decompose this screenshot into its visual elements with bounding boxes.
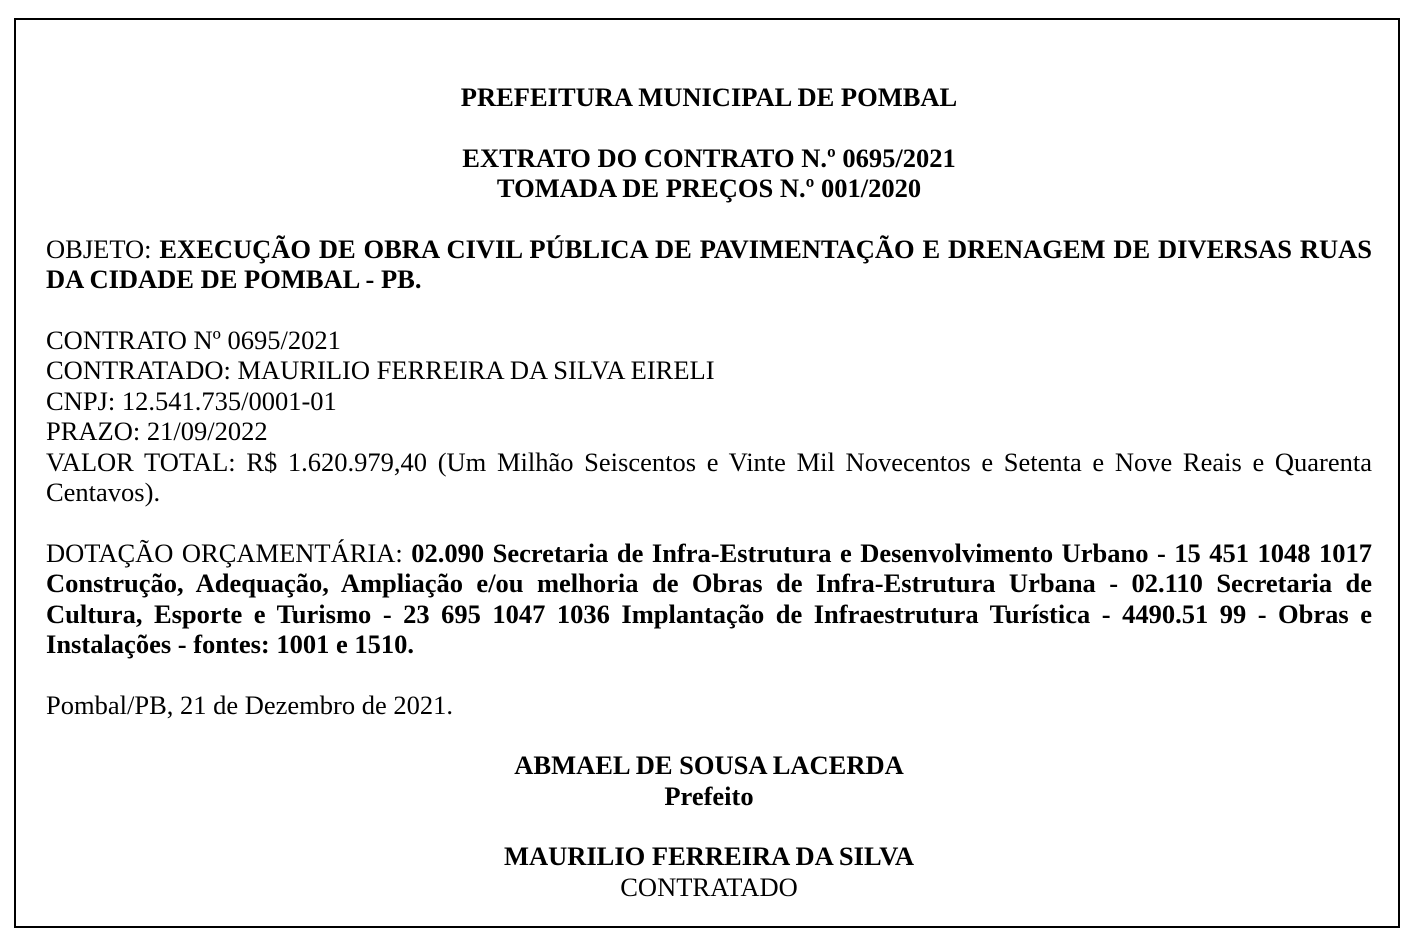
signature-role-mayor: Prefeito: [664, 780, 754, 811]
institution-heading: PREFEITURA MUNICIPAL DE POMBAL: [460, 82, 958, 112]
tender-title: TOMADA DE PREÇOS N.º 001/2020: [496, 173, 922, 203]
place-date: Pombal/PB, 21 de Dezembro de 2021.: [46, 689, 454, 720]
budget-text: 02.090 Secretaria de Infra-Estrutura e Desenvolvimento Urbano - 15 451 1048 1017 Construção, Adequação, Ampliação e/ou melhoria de Obras de Infra-Estrutura Urbana - 02.110 Secretaria de Cultura, Esporte e Turismo - 23 695 1047 1036 Implantação de Infraestrutura Turística - 4490.51 99 - Obras e Instalações - fontes: 1001 e 1510.: [46, 537, 1373, 659]
contractor: CONTRATADO: MAURILIO FERREIRA DA SILVA EIRELI: [46, 355, 715, 385]
signature-name-mayor: ABMAEL DE SOUSA LACERDA: [514, 750, 904, 780]
object-text: EXECUÇÃO DE OBRA CIVIL PÚBLICA DE PAVIMENTAÇÃO E DRENAGEM DE DIVERSAS RUAS DA CIDADE DE POMBAL - PB.: [46, 233, 1373, 294]
document-body: [46, 82, 1372, 902]
signature-name-contractor: MAURILIO FERREIRA DA SILVA: [503, 841, 915, 871]
contract-number: CONTRATO Nº 0695/2021: [46, 324, 341, 355]
budget-label: DOTAÇÃO ORÇAMENTÁRIA:: [46, 537, 403, 568]
total-value: VALOR TOTAL: R$ 1.620.979,40 (Um Milhão Seiscentos e Vinte Mil Novecentos e Setenta e Nove Reais e Quarenta Centavos).: [46, 446, 1372, 507]
extract-title: EXTRATO DO CONTRATO N.º 0695/2021: [462, 142, 956, 173]
signature-role-contractor: CONTRATADO: [620, 871, 798, 902]
cnpj: CNPJ: 12.541.735/0001-01: [46, 385, 337, 416]
object-label: OBJETO:: [46, 233, 152, 264]
budget-paragraph: [46, 538, 1372, 660]
object-paragraph: [46, 234, 1372, 295]
term: PRAZO: 21/09/2022: [46, 416, 268, 446]
